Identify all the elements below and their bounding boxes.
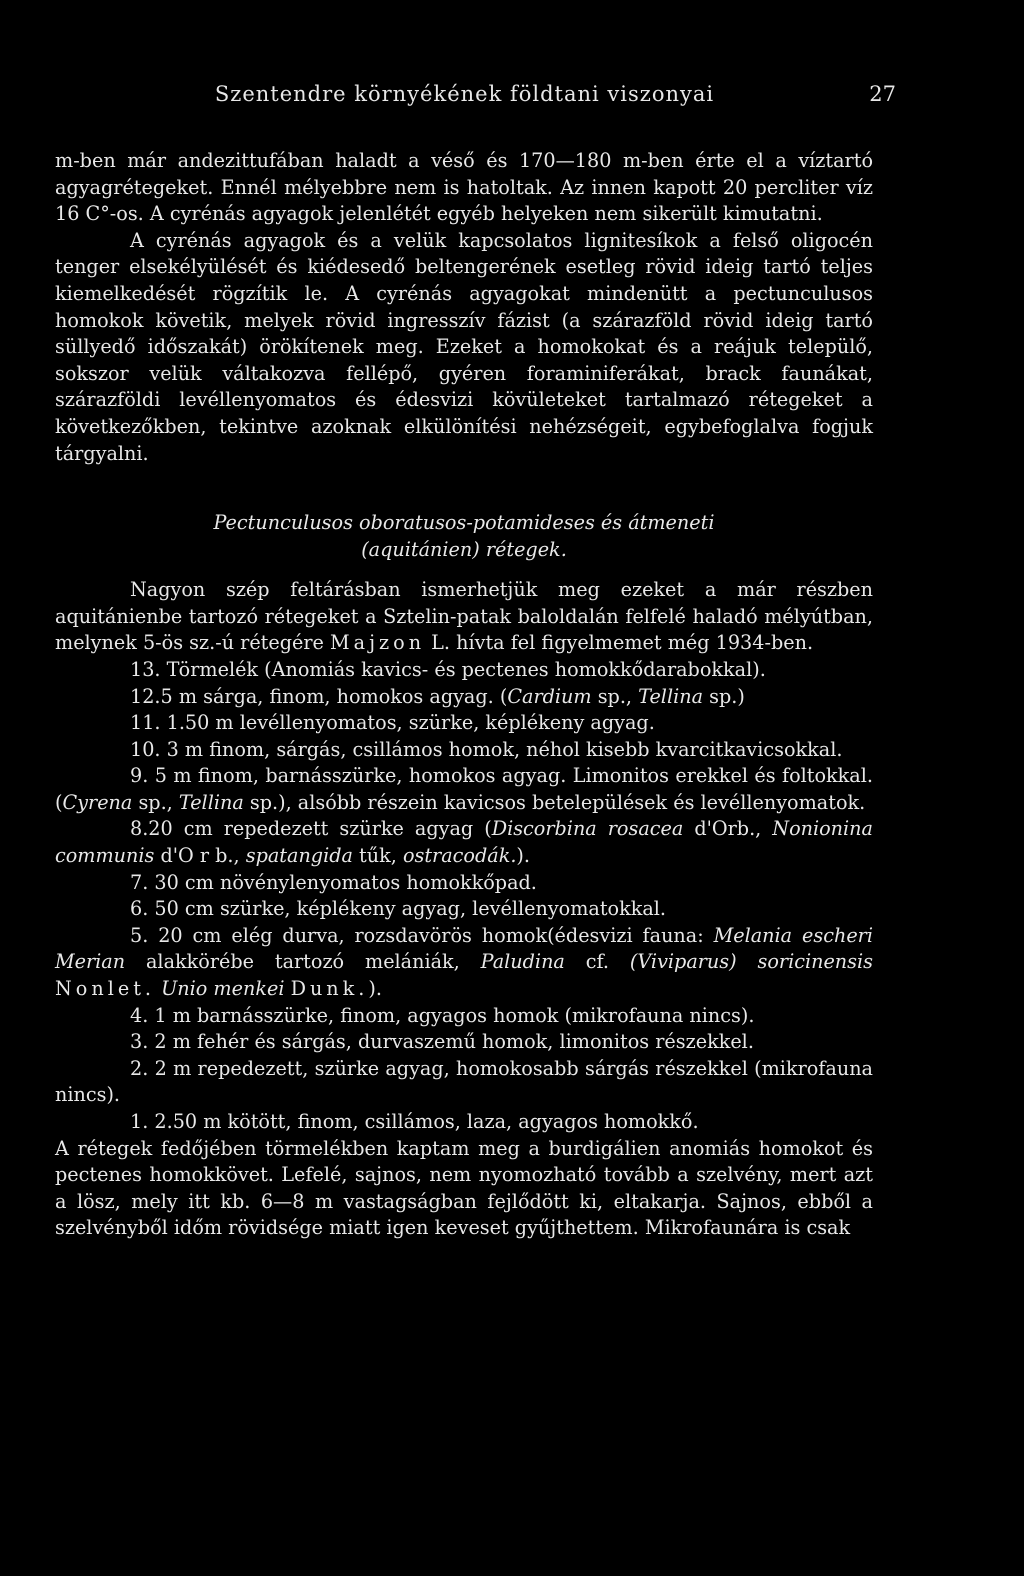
running-title: Szentendre környékének földtani viszonyai — [214, 82, 715, 106]
page-header — [55, 82, 896, 112]
layer-text: 9. 5 m finom, barnásszürke, homokos agyag. Limonitos erekkel és foltokkal. ( — [55, 764, 873, 814]
layer-text: sp.) — [703, 684, 745, 708]
paragraph-continuation: m-ben már andezittufában haladt a véső és 170—180 m-ben érte el a víztartó agyagrétegeket. Ennél mélyebbre nem is hatoltak. Az innen kapott 20 percliter víz 16 C°-os. A cyrénás agyagok jelenlétét egyéb helyeken nem sikerült kimutatni. — [55, 149, 873, 226]
layer-text: sp.), alsóbb részein kavicsos betelepülések és levéllenyomatok. — [243, 790, 866, 814]
layer-10: 10. 3 m finom, sárgás, csillámos homok, néhol kisebb kvarcitkavicsokkal. — [130, 737, 843, 761]
layer-text: 5. 20 cm elég durva, rozsdavörös homok(édesvizi fauna: — [130, 923, 714, 947]
layer-text: ). — [516, 844, 531, 868]
closing-paragraph: A rétegek fedőjében törmelékben kaptam meg a burdigálien anomiás homokot és pectenes homokkövet. Lefelé, sajnos, nem nyomozható tovább a szelvény, mert azt a lösz, mely itt kb. 6—8 m vastagságban fejlődött ki, eltakarja. Sajnos, ebből a szelvényből időm rövidsége miatt igen keveset gyűjthettem. Mikrofaunára is csak — [55, 1136, 873, 1240]
taxon-name: Discorbina rosacea — [491, 817, 684, 841]
section-heading-line1: Pectunculusos oboratusos-potamideses és átmeneti — [213, 511, 715, 535]
taxon-name: spatangida — [245, 844, 353, 868]
taxon-name: ostracodák. — [402, 844, 517, 868]
section-intro-paragraph — [55, 577, 873, 657]
layer-text: sp., — [132, 790, 179, 814]
section-heading-line2: (aquitánien) rétegek. — [361, 538, 567, 562]
page-number: 27 — [869, 82, 896, 106]
author-abbrev: Nonlet. — [55, 977, 155, 1001]
layer-4: 4. 1 m barnásszürke, finom, agyagos homok (mikrofauna nincs). — [130, 1003, 755, 1027]
taxon-name: Tellina — [638, 684, 704, 708]
layer-8 — [55, 816, 873, 869]
paragraph-cyrena: A cyrénás agyagok és a velük kapcsolatos lignitesíkok a felső oligocén tenger elsekélyülését és kiédesedő beltengerének esetleg rövid ideig tartó teljes kiemelkedését rögzítik le. A cyrénás agyagokat mindenütt a pectunculusos homokok követik, melyek rövid ingresszív fázist (a szárazföld rövid ideig tartó süllyedő időszakát) örökítenek meg. Ezeket a homokokat és a reájuk települő, sokszor velük váltakozva fellépő, gyéren foraminiferákat, brack faunákat, szárazföldi levéllenyomatos és édesvizi kövületeket tartalmazó rétegeket a következőkben, tekintve azoknak elkülönítési nehézségeit, egybefoglalva fogjuk tárgyalni. — [55, 228, 873, 465]
taxon-name: Unio menkei — [161, 977, 285, 1001]
taxon-name: Tellina — [178, 790, 244, 814]
layer-text: d'O r b., — [154, 844, 246, 868]
layer-text: cf. — [564, 950, 630, 974]
layer-13: 13. Törmelék (Anomiás kavics- és pectenes homokkődarabokkal). — [130, 657, 766, 681]
layer-7: 7. 30 cm növénylenyomatos homokkőpad. — [130, 870, 537, 894]
taxon-name: Cyrena — [62, 790, 133, 814]
layer-text: d'Orb., — [683, 817, 773, 841]
layer-6: 6. 50 cm szürke, képlékeny agyag, levéllenyomatokkal. — [130, 897, 667, 921]
author-name: Majzon — [330, 631, 426, 655]
layer-12 — [55, 684, 873, 711]
layer-text: ). — [368, 977, 382, 1001]
layer-9 — [55, 763, 873, 816]
layer-text: alakkörébe tartozó melániák, — [125, 950, 481, 974]
page-body — [55, 148, 873, 1242]
section-intro-text: Nagyon szép feltárásban ismerhetjük meg ezeket a már részben aquitánienbe tartozó rétegeket a Sztelin-patak baloldalán felfelé haladó mélyútban, melynek 5-ös sz.-ú rétegére — [55, 578, 873, 655]
section-heading — [55, 509, 873, 563]
section-intro-tail: L. hívta fel figyelmemet még 1934-ben. — [425, 631, 814, 655]
layer-text: tűk, — [352, 844, 403, 868]
layer-text: 12.5 m sárga, finom, homokos agyag. ( — [130, 684, 508, 708]
layer-11: 11. 1.50 m levéllenyomatos, szürke, képlékeny agyag. — [130, 711, 655, 735]
layer-list — [55, 657, 873, 1136]
taxon-name: Melania escheri Merian — [55, 923, 873, 974]
layer-text: sp., — [591, 684, 639, 708]
author-abbrev: Dunk. — [290, 977, 369, 1001]
layer-1: 1. 2.50 m kötött, finom, csillámos, laza, agyagos homokkő. — [130, 1110, 699, 1133]
layer-5 — [55, 923, 873, 1003]
layer-3: 3. 2 m fehér és sárgás, durvaszemű homok, limonitos részekkel. — [130, 1030, 754, 1054]
taxon-name: Nonionina communis — [55, 817, 873, 868]
layer-2: 2. 2 m repedezett, szürke agyag, homokosabb sárgás részekkel (mikrofauna nincs). — [55, 1056, 873, 1107]
taxon-name: Paludina — [480, 950, 565, 974]
taxon-name: (Viviparus) soricinensis — [629, 950, 873, 974]
layer-text: 8.20 cm repedezett szürke agyag ( — [130, 817, 492, 841]
taxon-name: Cardium — [507, 684, 592, 708]
